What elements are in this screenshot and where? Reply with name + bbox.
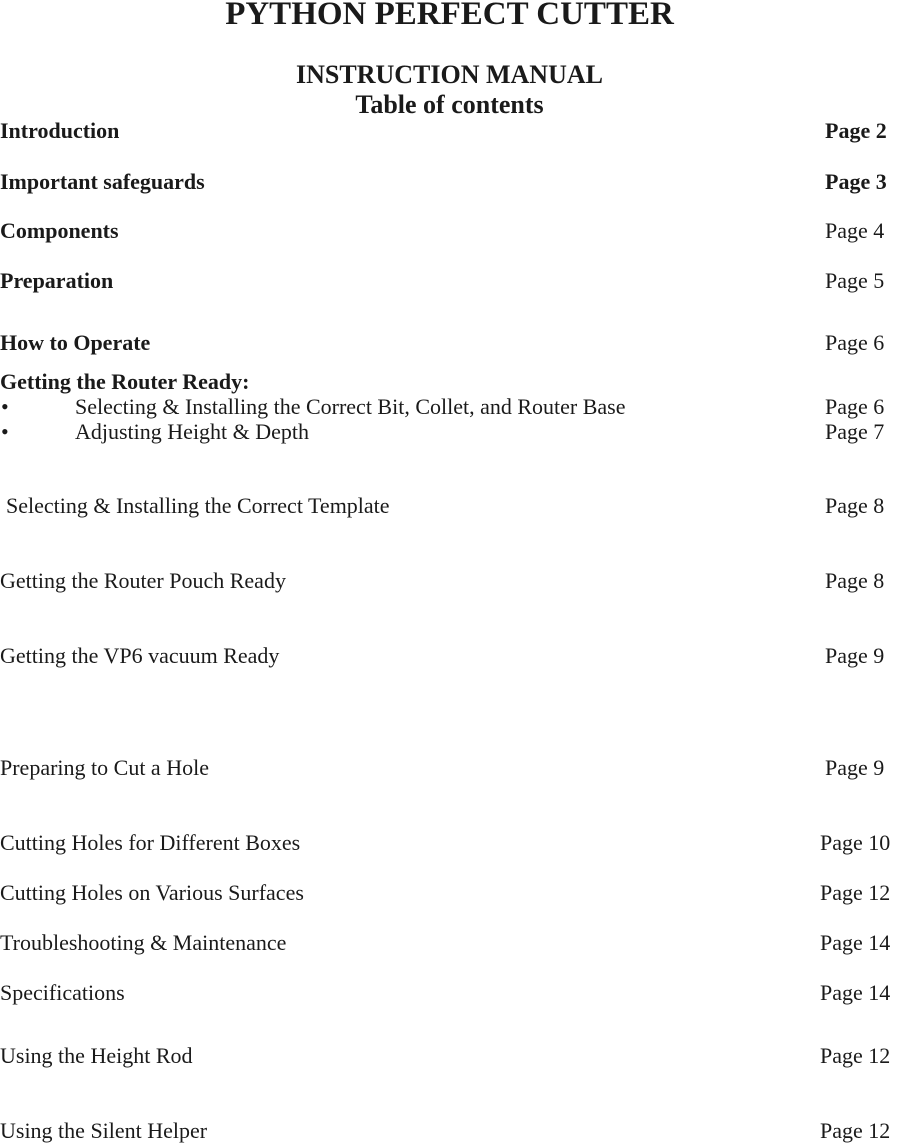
toc-entry-page: Page 12 [820,1118,891,1143]
toc-entry-label: Cutting Holes on Various Surfaces [0,880,304,905]
toc-entry-selecting-template [0,492,899,520]
toc-entry-page: Page 9 [825,755,885,780]
toc-entry-specifications [0,979,899,1007]
toc-entry-different-boxes [0,829,899,857]
toc-entry-router-pouch [0,567,899,595]
toc-entry-troubleshooting [0,929,899,957]
toc-entry-label: Introduction [0,118,120,143]
manual-subtitle: INSTRUCTION MANUAL [296,60,603,89]
toc-entry-label: Preparation [0,268,114,293]
toc-entry-page: Page 14 [820,930,891,955]
toc-entry-label: Selecting & Installing the Correct Template [6,493,390,518]
toc-entry-label: Getting the Router Pouch Ready [0,568,286,593]
toc-entry-label: Components [0,218,119,243]
toc-entry-height-rod [0,1042,899,1070]
bullet-icon: • [1,394,9,419]
toc-entry-safeguards [0,168,899,196]
toc-entry-page: Page 9 [825,643,885,668]
toc-entry-page: Page 12 [820,1043,891,1068]
toc-heading: Table of contents [355,90,544,119]
toc-entry-label: Troubleshooting & Maintenance [0,930,287,955]
toc-section-router-ready [0,368,899,396]
toc-entry-how-to-operate [0,329,899,357]
toc-entry-preparation [0,267,899,295]
toc-entry-page: Page 12 [820,880,891,905]
toc-entry-page: Page 14 [820,980,891,1005]
toc-entry-label: Using the Height Rod [0,1043,193,1068]
toc-entry-label: Preparing to Cut a Hole [0,755,209,780]
toc-bullet-adjusting-height [0,418,899,446]
toc-entry-label: How to Operate [0,330,151,355]
toc-entry-page: Page 3 [825,169,887,194]
toc-entry-page: Page 10 [820,830,891,855]
toc-entry-silent-helper [0,1117,899,1145]
toc-entry-label: Important safeguards [0,169,205,194]
document-title: PYTHON PERFECT CUTTER [225,0,674,32]
toc-entry-page: Page 4 [825,218,885,243]
toc-entry-label: Selecting & Installing the Correct Bit, Collet, and Router Base [75,394,626,419]
toc-entry-label: Getting the VP6 vacuum Ready [0,643,280,668]
toc-entry-various-surfaces [0,879,899,907]
toc-entry-page: Page 7 [825,419,885,444]
bullet-icon: • [1,419,9,444]
toc-entry-page: Page 5 [825,268,885,293]
toc-entry-label: Specifications [0,980,125,1005]
toc-entry-page: Page 2 [825,118,887,143]
toc-entry-page: Page 6 [825,394,885,419]
toc-entry-preparing-cut [0,754,899,782]
toc-bullet-selecting-bit [0,393,899,421]
toc-entry-vp6-vacuum [0,642,899,670]
toc-entry-label: Using the Silent Helper [0,1118,208,1143]
toc-entry-page: Page 6 [825,330,885,355]
toc-entry-label: Cutting Holes for Different Boxes [0,830,301,855]
toc-entry-page: Page 8 [825,493,885,518]
toc-entry-label: Adjusting Height & Depth [75,419,310,444]
toc-section-heading: Getting the Router Ready: [0,369,250,394]
toc-entry-introduction [0,117,899,145]
toc-entry-page: Page 8 [825,568,885,593]
toc-entry-components [0,217,899,245]
